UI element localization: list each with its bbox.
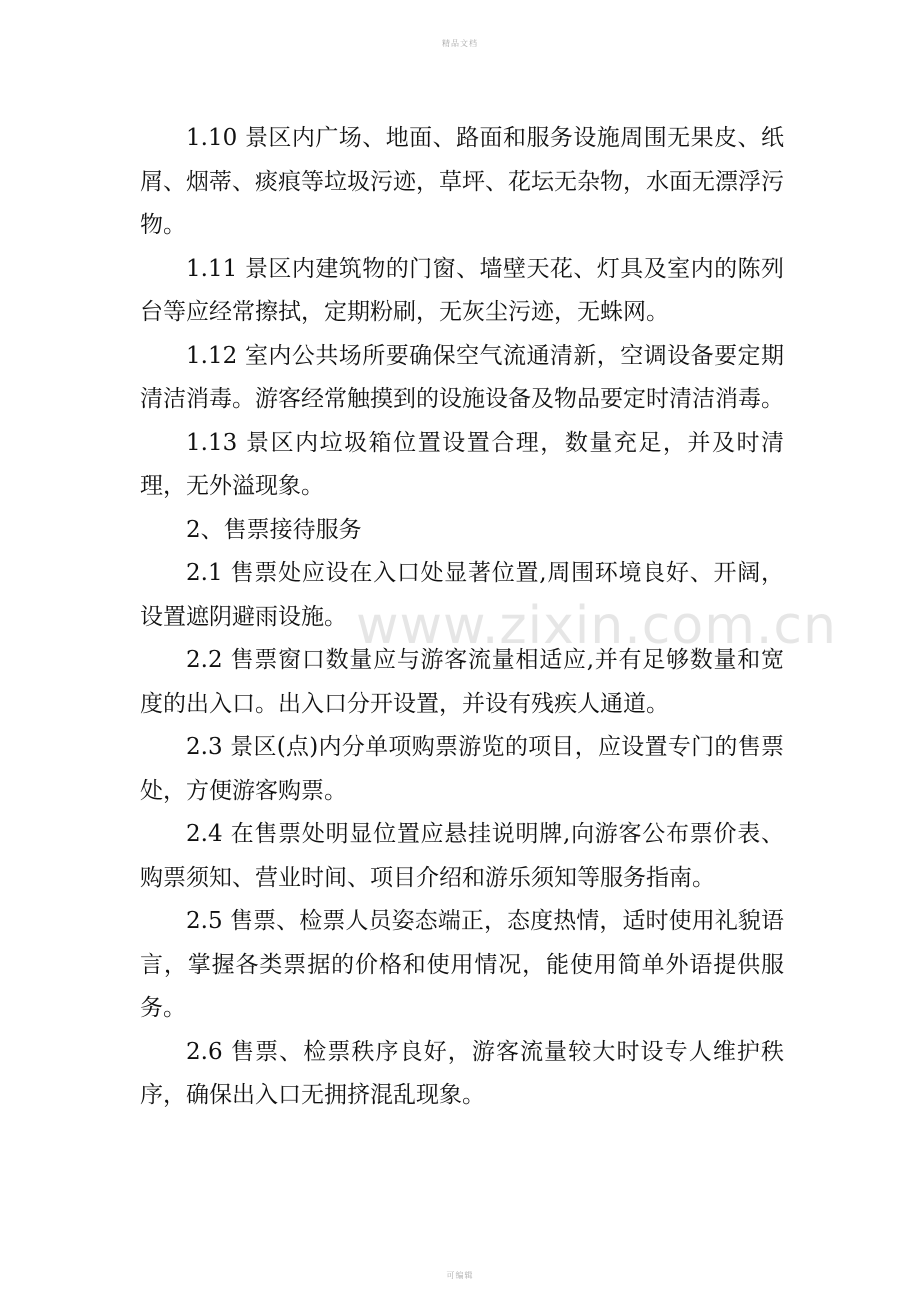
paragraph-2-1: 2.1 售票处应设在入口处显著位置,周围环境良好、开阔，设置遮阴避雨设施。 xyxy=(140,560,784,630)
paragraph-1-10: 1.10 景区内广场、地面、路面和服务设施周围无果皮、纸屑、烟蒂、痰痕等垃圾污迹，草坪、花坛无杂物，水面无漂浮污物。 xyxy=(140,125,784,238)
paragraph-1-12: 1.12 室内公共场所要确保空气流通清新，空调设备要定期清洁消毒。游客经常触摸到的设施设备及物品要定时清洁消毒。 xyxy=(140,342,784,412)
paragraph-2-2: 2.2 售票窗口数量应与游客流量相适应,并有足够数量和宽度的出入口。出入口分开设置，并设有残疾人通道。 xyxy=(140,647,784,717)
paragraph-2-5: 2.5 售票、检票人员姿态端正，态度热情，适时使用礼貌语言，掌握各类票据的价格和使用情况，能使用简单外语提供服务。 xyxy=(140,908,784,1021)
paragraph-2-6: 2.6 售票、检票秩序良好，游客流量较大时设专人维护秩序，确保出入口无拥挤混乱现象。 xyxy=(140,1038,784,1108)
watermark: www.zixin.com.cn xyxy=(356,596,837,656)
paragraph-1-11: 1.11 景区内建筑物的门窗、墙壁天花、灯具及室内的陈列台等应经常擦拭，定期粉刷，无灰尘污迹，无蛛网。 xyxy=(140,255,784,325)
paragraph-2-4: 2.4 在售票处明显位置应悬挂说明牌,向游客公布票价表、购票须知、营业时间、项目介绍和游乐须知等服务指南。 xyxy=(140,821,784,891)
paragraph-1-13: 1.13 景区内垃圾箱位置设置合理，数量充足，并及时清理，无外溢现象。 xyxy=(140,429,784,499)
document-body xyxy=(140,117,784,1118)
section-heading-2: 2、售票接待服务 xyxy=(186,516,362,543)
page-header-note: 精品文档 xyxy=(442,39,478,48)
paragraph-2-3: 2.3 景区(点)内分单项购票游览的项目，应设置专门的售票处，方便游客购票。 xyxy=(140,734,784,804)
page-footer-note: 可编辑 xyxy=(446,1271,474,1280)
